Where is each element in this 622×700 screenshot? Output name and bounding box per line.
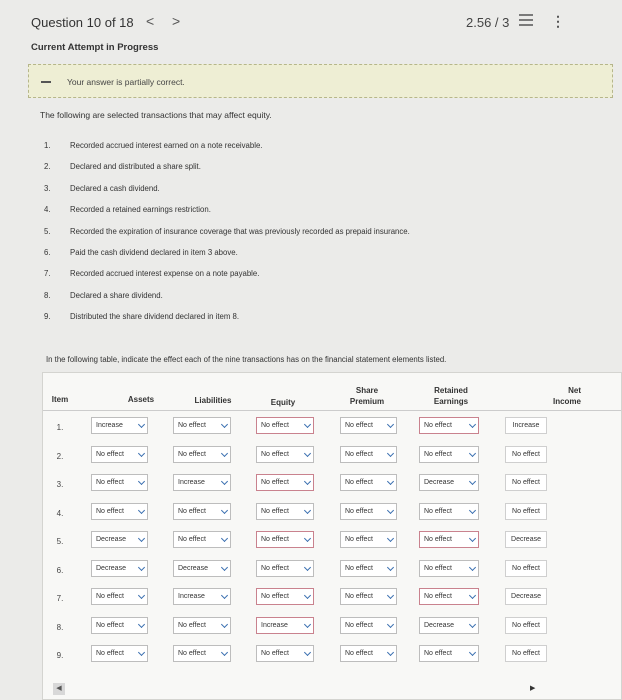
liabilities-select[interactable] [173,531,231,548]
header-item: Item [51,395,69,404]
previous-question-button[interactable]: < [146,13,155,29]
assets-select[interactable] [91,417,148,434]
equity-select[interactable] [256,446,314,463]
selected-value: No effect [345,593,373,600]
retained-select[interactable] [419,474,479,491]
retained-select[interactable] [419,417,479,434]
chevron-down-icon [304,620,311,627]
net-field[interactable] [505,503,547,520]
list-item-text: Paid the cash dividend declared in item 3 above. [70,247,238,257]
chevron-down-icon [304,535,311,542]
share-premium-select[interactable] [340,474,397,491]
table-row [43,645,621,673]
selected-value: No effect [424,450,452,458]
header-assets: Assets [127,395,155,404]
assets-select[interactable] [91,645,148,662]
item-number: 7. [56,594,64,603]
net-field[interactable] [505,474,547,491]
header-share-premium-line2: Premium [349,397,385,406]
selected-value: No effect [512,479,540,486]
share-premium-select[interactable] [340,417,397,434]
selected-value: No effect [96,450,124,458]
share-premium-select[interactable] [340,617,397,634]
chevron-down-icon [469,620,476,627]
list-item-number: 8. [44,290,51,300]
chevron-down-icon [387,649,394,656]
retained-select[interactable] [419,531,479,548]
chevron-down-icon [469,592,476,599]
selected-value: No effect [178,621,206,629]
selected-value: No effect [96,479,124,486]
selected-value: No effect [261,650,289,657]
table-row [43,560,621,588]
assets-select[interactable] [91,503,148,520]
chevron-down-icon [304,449,311,456]
item-number: 1. [56,423,64,432]
selected-value: No effect [261,450,289,458]
list-item-text: Declared a share dividend. [70,290,163,300]
selected-value: Decrease [424,479,454,486]
header-net-income [521,385,581,407]
selected-value: No effect [261,564,289,572]
chevron-down-icon [469,535,476,542]
chevron-down-icon [387,620,394,627]
chevron-down-icon [221,592,228,599]
item-number: 6. [56,565,64,575]
header-retained-line1: Retained [434,386,468,395]
question-title: Question 10 of 18 [31,15,134,30]
chevron-down-icon [387,535,394,542]
question-list-icon[interactable] [519,14,533,26]
equity-select[interactable] [256,588,314,605]
selected-value: Increase [512,422,540,429]
list-item-text: Recorded a retained earnings restriction. [70,205,211,215]
selected-value: No effect [345,450,373,458]
net-field[interactable] [505,531,547,548]
feedback-alert [28,64,613,98]
selected-value: No effect [424,507,452,515]
list-item-text: Declared and distributed a share split. [70,162,201,172]
table-row [43,417,621,445]
score-display: 2.56 / 3 [466,15,510,30]
liabilities-select[interactable] [173,417,231,434]
header-retained-line2: Earnings [433,397,469,406]
selected-value: Increase [96,422,123,429]
question-intro: The following are selected transactions that may affect equity. [40,110,272,120]
header-equity: Equity [270,398,296,407]
table-row [43,446,621,474]
chevron-down-icon [138,592,145,599]
selected-value: No effect [512,621,540,629]
chevron-down-icon [469,649,476,656]
chevron-down-icon [387,449,394,456]
selected-value: No effect [345,650,373,657]
selected-value: No effect [178,536,206,543]
net-field[interactable] [505,588,547,605]
selected-value: No effect [345,564,373,572]
chevron-down-icon [304,421,311,428]
selected-value: Decrease [511,593,541,600]
retained-select[interactable] [419,645,479,662]
table-row [43,531,621,559]
selected-value: No effect [261,422,289,429]
list-item-text: Distributed the share dividend declared in item 8. [70,312,240,322]
liabilities-select[interactable] [173,446,231,463]
chevron-down-icon [138,478,145,485]
selected-value: No effect [424,650,452,657]
selected-value: Increase [178,479,205,486]
chevron-down-icon [221,620,228,627]
selected-value: No effect [512,650,540,657]
list-item-number: 2. [44,162,51,172]
selected-value: No effect [345,422,373,429]
chevron-down-icon [387,592,394,599]
chevron-down-icon [221,449,228,456]
header-net-line2: Income [552,397,581,406]
share-premium-select[interactable] [340,560,397,577]
equity-select[interactable] [256,531,314,548]
chevron-down-icon [304,563,311,570]
effects-table [42,372,622,700]
chevron-down-icon [469,421,476,428]
share-premium-select[interactable] [340,446,397,463]
selected-value: No effect [345,621,373,629]
item-number: 8. [56,622,64,632]
item-number: 2. [56,451,64,461]
list-item-number: 1. [44,141,51,150]
retained-select[interactable] [419,588,479,605]
selected-value: No effect [512,507,540,515]
table-row [43,474,621,502]
chevron-down-icon [138,563,145,570]
selected-value: No effect [96,650,124,657]
list-item-text: Recorded accrued interest earned on a note receivable. [70,141,263,150]
selected-value: No effect [96,507,124,515]
selected-value: No effect [424,564,452,572]
net-field[interactable] [505,645,547,662]
assets-select[interactable] [91,446,148,463]
selected-value: No effect [178,650,206,657]
liabilities-select[interactable] [173,588,231,605]
net-field[interactable] [505,617,547,634]
selected-value: No effect [261,507,289,515]
chevron-down-icon [387,421,394,428]
selected-value: Decrease [96,564,126,572]
item-number: 4. [56,508,64,518]
selected-value: No effect [424,536,452,543]
list-item-number: 7. [44,269,51,279]
selected-value: No effect [261,536,289,543]
chevron-down-icon [138,449,145,456]
share-premium-select[interactable] [340,588,397,605]
chevron-down-icon [138,649,145,656]
share-premium-select[interactable] [340,645,397,662]
table-header [43,373,621,411]
feedback-text: Your answer is partially correct. [67,77,185,87]
chevron-down-icon [387,506,394,513]
selected-value: No effect [261,593,289,600]
list-item-number: 3. [44,183,51,193]
table-row [43,588,621,616]
selected-value: No effect [345,536,373,543]
attempt-status: Current Attempt in Progress [31,42,159,53]
retained-select[interactable] [419,446,479,463]
header-share-premium [327,385,407,407]
share-premium-select[interactable] [340,503,397,520]
selected-value: No effect [345,479,373,486]
selected-value: No effect [345,507,373,515]
selected-value: Decrease [511,536,541,543]
chevron-down-icon [138,620,145,627]
list-item-number: 4. [44,205,51,215]
retained-select[interactable] [419,503,479,520]
chevron-down-icon [469,449,476,456]
assets-select[interactable] [91,474,148,491]
selected-value: No effect [424,422,452,429]
net-field[interactable] [505,417,547,434]
selected-value: Increase [261,621,288,629]
equity-select[interactable] [256,417,314,434]
equity-select[interactable] [256,474,314,491]
selected-value: Increase [178,593,205,600]
assets-select[interactable] [91,531,148,548]
list-item-number: 5. [44,226,51,236]
retained-select[interactable] [419,617,479,634]
more-options-icon[interactable]: ⋮ [551,13,565,29]
partial-correct-icon [41,81,51,83]
liabilities-select[interactable] [173,645,231,662]
table-row [43,617,621,645]
chevron-down-icon [221,421,228,428]
chevron-down-icon [221,649,228,656]
selected-value: No effect [96,593,124,600]
selected-value: No effect [512,564,540,572]
selected-value: No effect [424,593,452,600]
chevron-down-icon [138,506,145,513]
selected-value: No effect [96,621,124,629]
equity-select[interactable] [256,503,314,520]
net-field[interactable] [505,446,547,463]
assets-select[interactable] [91,560,148,577]
chevron-down-icon [221,478,228,485]
header-liabilities: Liabilities [194,396,232,405]
chevron-down-icon [221,535,228,542]
chevron-down-icon [387,563,394,570]
list-item-number: 9. [44,312,51,322]
list-item-number: 6. [44,247,51,257]
list-item-text: Recorded the expiration of insurance coverage that was previously recorded as prepaid insurance. [70,226,410,236]
liabilities-select[interactable] [173,617,231,634]
assets-select[interactable] [91,588,148,605]
item-number: 5. [56,537,64,546]
chevron-down-icon [138,421,145,428]
chevron-down-icon [304,506,311,513]
liabilities-select[interactable] [173,474,231,491]
assets-select[interactable] [91,617,148,634]
share-premium-select[interactable] [340,531,397,548]
header-retained-earnings [411,385,491,407]
retained-select[interactable] [419,560,479,577]
chevron-down-icon [469,478,476,485]
item-number: 3. [56,480,64,489]
liabilities-select[interactable] [173,560,231,577]
header-net-line1: Net [568,386,581,395]
selected-value: No effect [512,450,540,458]
list-item-text: Declared a cash dividend. [70,183,160,193]
chevron-down-icon [221,506,228,513]
equity-select[interactable] [256,560,314,577]
net-field[interactable] [505,560,547,577]
equity-select[interactable] [256,645,314,662]
equity-select[interactable] [256,617,314,634]
header-share-premium-line1: Share [355,386,379,395]
selected-value: Decrease [96,536,126,543]
selected-value: No effect [178,450,206,458]
chevron-down-icon [221,563,228,570]
chevron-down-icon [304,592,311,599]
liabilities-select[interactable] [173,503,231,520]
item-number: 9. [56,651,64,660]
chevron-down-icon [469,563,476,570]
chevron-down-icon [138,535,145,542]
scroll-left-icon[interactable]: ◀ [53,683,65,695]
chevron-down-icon [387,478,394,485]
top-bar [0,0,622,40]
selected-value: No effect [178,422,206,429]
next-question-button[interactable]: > [172,13,181,29]
table-row [43,503,621,531]
chevron-down-icon [469,506,476,513]
selected-value: Decrease [178,564,208,572]
chevron-down-icon [304,478,311,485]
selected-value: Decrease [424,621,454,629]
chevron-down-icon [304,649,311,656]
table-instruction: In the following table, indicate the effect each of the nine transactions has on the financial statement elements listed. [46,355,447,364]
scroll-right-icon[interactable]: ▶ [530,685,536,692]
selected-value: No effect [178,507,206,515]
selected-value: No effect [261,479,289,486]
list-item-text: Recorded accrued interest expense on a note payable. [70,269,260,279]
